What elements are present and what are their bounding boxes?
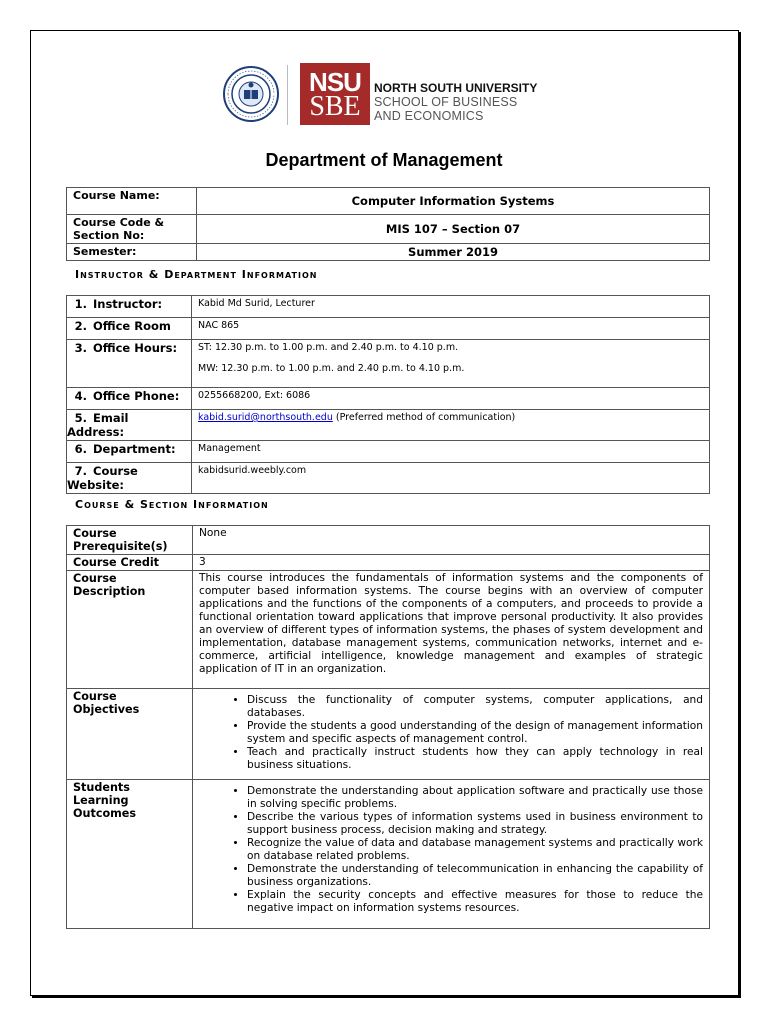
instructor-value: Kabid Md Surid, Lecturer bbox=[192, 296, 710, 318]
office-hours-value bbox=[192, 340, 710, 388]
department-label: 6. Department: bbox=[67, 441, 192, 463]
course-name-value: Computer Information Systems bbox=[197, 188, 710, 215]
table-row bbox=[67, 780, 710, 929]
instructor-table bbox=[66, 295, 710, 494]
description-value: This course introduces the fundamentals of information systems and the components of computer based information systems. The course begins with an overview of computer applications and the functions of the components of a computers, and proceeds to provide a functional orientation toward applications that improve personal productivity. It also provides an overview of different types of information systems, the phases of system development and implementation, database management systems, communication networks, internet and e-commerce, artificial intelligence, knowledge management and examples of strategic application of IT in an organization. bbox=[193, 571, 710, 689]
table-row bbox=[67, 463, 710, 494]
table-row bbox=[67, 215, 710, 244]
table-row bbox=[67, 388, 710, 410]
table-row bbox=[67, 188, 710, 215]
logo-divider bbox=[287, 65, 288, 125]
table-row bbox=[67, 410, 710, 441]
course-name-label: Course Name: bbox=[67, 188, 197, 215]
university-name: NORTH SOUTH UNIVERSITY bbox=[374, 81, 538, 95]
course-website-label: 7. Course Website: bbox=[67, 463, 192, 494]
list-item: • Recognize the value of data and database management systems and practically work on database related problems. bbox=[247, 837, 703, 863]
table-row bbox=[67, 296, 710, 318]
header-logos bbox=[222, 63, 552, 129]
email-label: 5. Email Address: bbox=[67, 410, 192, 441]
list-item: • Provide the students a good understanding of the design of management information system and specific aspects of management control. bbox=[247, 720, 703, 746]
table-row bbox=[67, 689, 710, 780]
university-seal-icon bbox=[222, 65, 280, 123]
course-code-value: MIS 107 – Section 07 bbox=[197, 215, 710, 244]
office-phone-label: 4. Office Phone: bbox=[67, 388, 192, 410]
list-item: • Describe the various types of information systems used in business environment to support business process, decision making and strategy. bbox=[247, 811, 703, 837]
office-hours-st: ST: 12.30 p.m. to 1.00 p.m. and 2.40 p.m. to 4.10 p.m. bbox=[198, 342, 459, 353]
list-item: • Demonstrate the understanding of telecommunication in enhancing the capability of business organizations. bbox=[247, 863, 703, 889]
list-item: • Explain the security concepts and effective measures for those to reduce the negative impact on information systems resources. bbox=[247, 889, 703, 915]
office-phone-value: 0255668200, Ext: 6086 bbox=[192, 388, 710, 410]
outcomes-list bbox=[199, 785, 703, 915]
credit-label: Course Credit bbox=[67, 555, 193, 571]
school-line-1: SCHOOL OF BUSINESS bbox=[374, 95, 518, 109]
table-row bbox=[67, 244, 710, 261]
email-link[interactable]: kabid.surid@northsouth.edu bbox=[198, 412, 333, 423]
semester-value: Summer 2019 bbox=[197, 244, 710, 261]
table-row bbox=[67, 571, 710, 689]
list-item: • Demonstrate the understanding about application software and practically use those in solving specific problems. bbox=[247, 785, 703, 811]
logo-nsu: NSU bbox=[309, 67, 361, 97]
office-hours-label: 3. Office Hours: bbox=[67, 340, 192, 388]
description-label: Course Description bbox=[67, 571, 193, 689]
department-value: Management bbox=[192, 441, 710, 463]
prerequisite-label: Course Prerequisite(s) bbox=[67, 526, 193, 555]
logo-sbe: SBE bbox=[309, 91, 361, 122]
nsu-sbe-logo bbox=[300, 63, 370, 125]
objectives-list bbox=[199, 694, 703, 772]
objectives-label: Course Objectives bbox=[67, 689, 193, 780]
outcomes-label: Students Learning Outcomes bbox=[67, 780, 193, 929]
instructor-heading: Instructor & Department Information bbox=[75, 268, 318, 281]
prerequisite-value: None bbox=[193, 526, 710, 555]
outcomes-value bbox=[193, 780, 710, 929]
list-item: • Teach and practically instruct students how they can apply technology in real business situations. bbox=[247, 746, 703, 772]
list-item: • Discuss the functionality of computer systems, computer applications, and databases. bbox=[247, 694, 703, 720]
table-row bbox=[67, 441, 710, 463]
credit-value: 3 bbox=[193, 555, 710, 571]
office-room-label: 2. Office Room bbox=[67, 318, 192, 340]
table-row bbox=[67, 340, 710, 388]
email-note: (Preferred method of communication) bbox=[332, 412, 516, 423]
instructor-label: 1. Instructor: bbox=[67, 296, 192, 318]
office-room-value: NAC 865 bbox=[192, 318, 710, 340]
table-row bbox=[67, 555, 710, 571]
page-title: Department of Management bbox=[265, 150, 503, 170]
course-website-value[interactable]: kabidsurid.weebly.com bbox=[192, 463, 710, 494]
objectives-value bbox=[193, 689, 710, 780]
semester-label: Semester: bbox=[67, 244, 197, 261]
course-table bbox=[66, 187, 710, 261]
table-row bbox=[67, 318, 710, 340]
email-value bbox=[192, 410, 710, 441]
school-name bbox=[374, 81, 537, 123]
section-table bbox=[66, 525, 710, 929]
section-heading: Course & Section Information bbox=[75, 498, 269, 511]
table-row bbox=[67, 526, 710, 555]
office-hours-mw: MW: 12.30 p.m. to 1.00 p.m. and 2.40 p.m. to 4.10 p.m. bbox=[198, 363, 465, 374]
school-line-2: AND ECONOMICS bbox=[374, 109, 484, 123]
course-code-label: Course Code & Section No: bbox=[67, 215, 197, 244]
